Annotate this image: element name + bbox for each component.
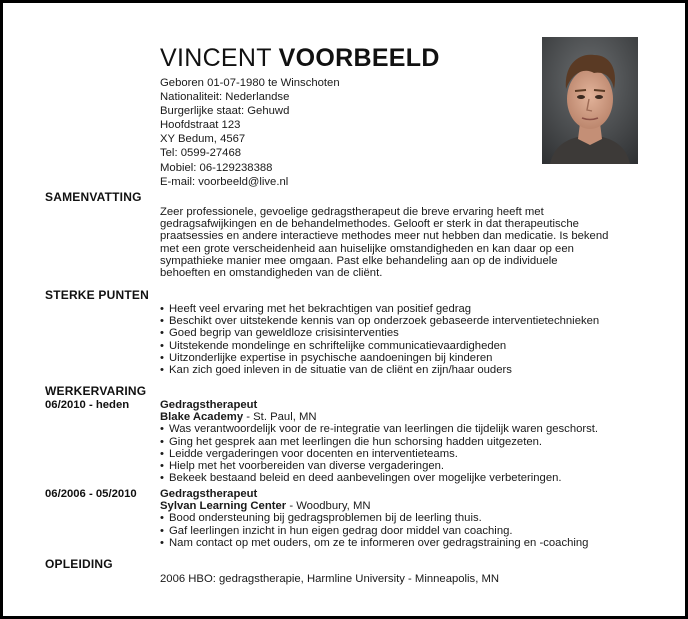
strength-item: • Uitstekende mondelinge en schriftelijke communicatievaardigheden bbox=[160, 340, 599, 352]
job-dates: 06/2010 - heden bbox=[45, 399, 130, 411]
summary-line: gedragsafwijkingen en de behandelmethodes. Gelooft er sterk in dat therapeutische bbox=[160, 218, 579, 231]
nationality: Nationaliteit: Nederlandse bbox=[160, 91, 290, 104]
postal-city: XY Bedum, 4567 bbox=[160, 133, 246, 146]
strength-item: • Beschikt over uitstekende kennis van op onderzoek gebaseerde interventietechnieken bbox=[160, 315, 599, 327]
summary-line: met een grote verscheidenheid aan huiselijke omstandigheden en kan daar op een bbox=[160, 242, 574, 255]
first-name: VINCENT bbox=[160, 44, 272, 72]
summary-text bbox=[160, 206, 608, 279]
summary-heading: SAMENVATTING bbox=[45, 190, 142, 204]
marital-status: Burgerlijke staat: Gehuwd bbox=[160, 105, 290, 118]
summary-line: Zeer professionele, gevoelige gedragstherapeut die breve ervaring heeft met bbox=[160, 206, 544, 218]
profile-photo bbox=[542, 37, 638, 164]
strength-item: • Heeft veel ervaring met het bekrachtigen van positief gedrag bbox=[160, 303, 599, 315]
strength-item: • Goed begrip van geweldloze crisisinterventies bbox=[160, 327, 599, 339]
candidate-name bbox=[160, 44, 440, 73]
employer-name: Blake Academy bbox=[160, 411, 244, 424]
duty-item: • Gaf leerlingen inzicht in hun eigen gedrag door middel van coaching. bbox=[160, 525, 588, 537]
duty-item: • Ging het gesprek aan met leerlingen die hun schorsing hadden uitgezeten. bbox=[160, 436, 598, 448]
job-title: Gedragstherapeut bbox=[160, 399, 258, 411]
duty-item: • Nam contact op met ouders, om ze te informeren over gedragstraining en -coaching bbox=[160, 537, 588, 549]
job-duties bbox=[160, 512, 588, 549]
employer-location: - Woodbury, MN bbox=[286, 500, 371, 513]
job-entry bbox=[160, 488, 588, 549]
job-dates: 06/2006 - 05/2010 bbox=[45, 488, 137, 500]
job-title: Gedragstherapeut bbox=[160, 488, 258, 500]
job-duties bbox=[160, 423, 598, 484]
duty-item: • Bekeek bestaand beleid en deed aanbevelingen over mogelijke verbeteringen. bbox=[160, 472, 598, 484]
summary-line: behoeften en omstandigheden van de cliënt. bbox=[160, 267, 383, 280]
strength-item: • Kan zich goed inleven in de situatie van de cliënt en zijn/haar ouders bbox=[160, 364, 599, 376]
last-name: VOORBEELD bbox=[278, 44, 440, 72]
phone: Tel: 0599-27468 bbox=[160, 147, 242, 160]
duty-item: • Hielp met het voorbereiden van diverse vergaderingen. bbox=[160, 460, 598, 472]
mobile: Mobiel: 06-129238388 bbox=[160, 161, 273, 174]
employer-location: - St. Paul, MN bbox=[243, 411, 317, 424]
experience-heading: WERKERVARING bbox=[45, 384, 147, 398]
job-employer-line bbox=[160, 411, 598, 423]
email: E-mail: voorbeeld@live.nl bbox=[160, 175, 289, 188]
contact-details bbox=[160, 76, 340, 189]
strengths-list bbox=[160, 303, 599, 376]
birth-info: Geboren 01-07-1980 te Winschoten bbox=[160, 77, 340, 89]
summary-line: praatsessies en andere interactieve methodes meer nut hebben dan medicatie. Is bekend bbox=[160, 230, 609, 243]
strengths-heading: STERKE PUNTEN bbox=[45, 288, 149, 302]
education-entry: 2006 HBO: gedragstherapie, Harmline University - Minneapolis, MN bbox=[160, 573, 500, 585]
strength-item: • Uitzonderlijke expertise in psychische aandoeningen bij kinderen bbox=[160, 352, 599, 364]
summary-line: sympathieke manier mee omgaan. Past elke behandeling aan op de individuele bbox=[160, 254, 558, 267]
job-employer-line bbox=[160, 500, 588, 512]
duty-item: • Leidde vergaderingen voor docenten en interventieteams. bbox=[160, 448, 598, 460]
employer-name: Sylvan Learning Center bbox=[160, 500, 287, 513]
education-heading: OPLEIDING bbox=[45, 557, 113, 571]
duty-item: • Was verantwoordelijk voor de re-integratie van leerlingen die tijdelijk waren geschorst. bbox=[160, 423, 598, 435]
street-address: Hoofdstraat 123 bbox=[160, 119, 241, 132]
duty-item: • Bood ondersteuning bij gedragsproblemen bij de leerling thuis. bbox=[160, 512, 588, 524]
job-entry bbox=[160, 399, 598, 484]
